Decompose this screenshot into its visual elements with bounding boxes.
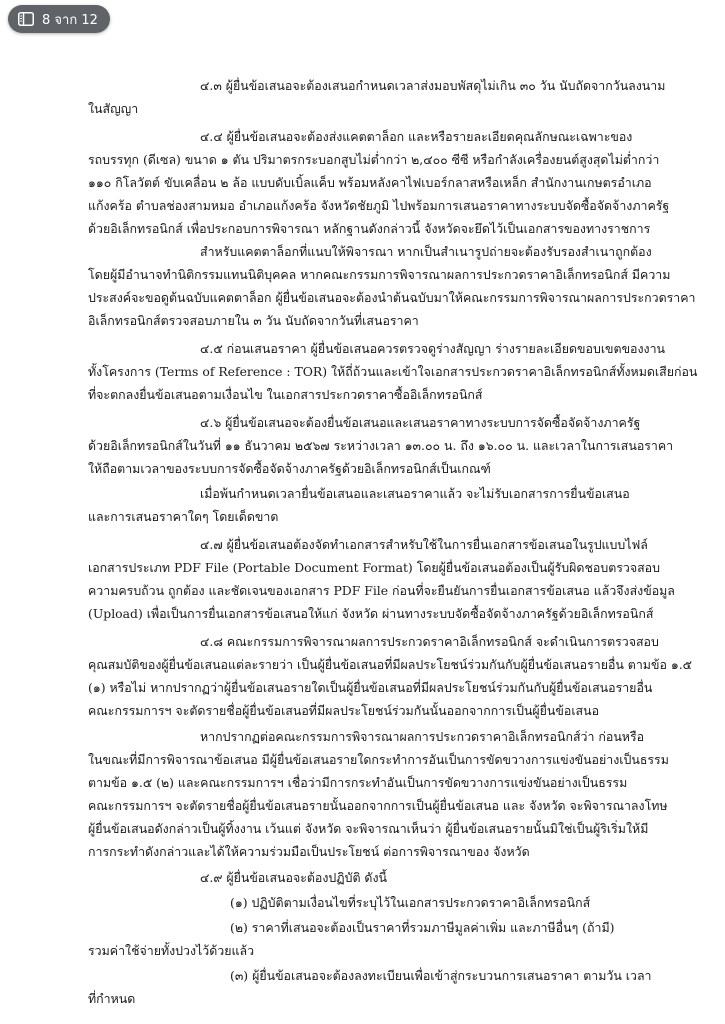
sidebar-toggle-icon[interactable] bbox=[18, 12, 34, 26]
page-indicator[interactable] bbox=[8, 5, 110, 33]
document-page: ๔.๓ ผู้ยื่นข้อเสนอจะต้องเสนอกำหนดเวลาส่งมอบพัสดุไม่เกิน ๓๐ วัน นับถัดจากวันลงนาม ในสัญญา ๔.๔ ผู้ยื่นข้อเสนอจะต้องส่งแคตตาล็อก และหรือรายละเอียดคุณลักษณะเฉพาะของ รถบรรทุก (ดีเซล) ขนาด ๑ ตัน ปริมาตรกระบอกสูบไม่ต่ำกว่า ๒,๔๐๐ ซีซี หรือกำลังเครื่องยนต์สูงสุดไม่ต่ำกว่า ๑๑๐ กิโลวัตต์ ขับเคลื่อน ๒ ล้อ แบบดับเบิ้ลแค็บ พร้อมหลังคาไฟเบอร์กลาสหรือเหล็ก สำนักงานเกษตรอำเภอ แก้งคร้อ ตำบลช่องสามหมอ อำเภอแก้งคร้อ จังหวัดชัยภูมิ ไปพร้อมการเสนอราคาทางระบบจัดซื้อจัดจ้างภาครัฐ ด้วยอิเล็กทรอนิกส์ เพื่อประกอบการพิจารณา หลักฐานดังกล่าวนี้ จังหวัดจะยึดไว้เป็นเอกสารของทางราชการ สำหรับแคตตาล็อกที่แนบให้พิจารณา หากเป็นสำเนารูปถ่ายจะต้องรับรองสำเนาถูกต้อง โดยผู้มีอำนาจทำนิติกรรมแทนนิติบุคคล หากคณะกรรมการพิจารณาผลการประกวดราคาอิเล็กทรอนิกส์ มีความ ประสงค์จะขอดูต้นฉบับแคตตาล็อก ผู้ยื่นข้อเสนอจะต้องนำต้นฉบับมาให้คณะกรรมการพิจารณาผลการประกวดราคา อิเล็กทรอนิกส์ตรวจสอบภายใน ๓ วัน นับถัดจากวันที่เสนอราคา ๔.๕ ก่อนเสนอราคา ผู้ยื่นข้อเสนอควรตรวจดูร่างสัญญา ร่างรายละเอียดขอบเขตของงาน ทั้งโครงการ (Terms of Reference : TOR) ให้ถี่ถ้วนและเข้าใจเอกสารประกวดราคาอิเล็กทรอนิกส์ทั้งหมดเสียก่อน ที่จะตกลงยื่นข้อเสนอตามเงื่อนไข ในเอกสารประกวดราคาซื้ออิเล็กทรอนิกส์ ๔.๖ ผู้ยื่นข้อเสนอจะต้องยื่นข้อเสนอและเสนอราคาทางระบบการจัดซื้อจัดจ้างภาครัฐ ด้วยอิเล็กทรอนิกส์ในวันที่ ๑๑ ธันวาคม ๒๕๖๗ ระหว่างเวลา ๑๓.๐๐ น. ถึง ๑๖.๐๐ น. และเวลาในการเสนอราคา ให้ถือตามเวลาของระบบการจัดซื้อจัดจ้างภาครัฐด้วยอิเล็กทรอนิกส์เป็นเกณฑ์ เมื่อพ้นกำหนดเวลายื่นข้อเสนอและเสนอราคาแล้ว จะไม่รับเอกสารการยื่นข้อเสนอ และการเสนอราคาใดๆ โดยเด็ดขาด ๔.๗ ผู้ยื่นข้อเสนอต้องจัดทำเอกสารสำหรับใช้ในการยื่นเอกสารข้อเสนอในรูปแบบไฟล์ เอกสารประเภท PDF File (Portable Document Format) โดยผู้ยื่นข้อเสนอต้องเป็นผู้รับผิดชอบตรวจสอบ ความครบถ้วน ถูกต้อง และชัดเจนของเอกสาร PDF File ก่อนที่จะยืนยันการยื่นเอกสารข้อเสนอ แล้วจึงส่งข้อมูล (Upload) เพื่อเป็นการยื่นเอกสารข้อเสนอให้แก่ จังหวัด ผ่านทางระบบจัดซื้อจัดจ้างภาครัฐด้วยอิเล็กทรอนิกส์ ๔.๘ คณะกรรมการพิจารณาผลการประกวดราคาอิเล็กทรอนิกส์ จะดำเนินการตรวจสอบ คุณสมบัติของผู้ยื่นข้อเสนอแต่ละรายว่า เป็นผู้ยื่นข้อเสนอที่มีผลประโยชน์ร่วมกันกับผู้ยื่นข้อเสนอรายอื่น ตามข้อ ๑.๕ (๑) หรือไม่ หากปรากฏว่าผู้ยื่นข้อเสนอรายใดเป็นผู้ยื่นข้อเสนอที่มีผลประโยชน์ร่วมกันกับผู้ยื่นข้อเสนอรายอื่น คณะกรรมการฯ จะตัดรายชื่อผู้ยื่นข้อเสนอที่มีผลประโยชน์ร่วมกันนั้นออกจากการเป็นผู้ยื่นข้อเสนอ หากปรากฏต่อคณะกรรมการพิจารณาผลการประกวดราคาอิเล็กทรอนิกส์ว่า ก่อนหรือ ในขณะที่มีการพิจารณาข้อเสนอ มีผู้ยื่นข้อเสนอรายใดกระทำการอันเป็นการขัดขวางการแข่งขันอย่างเป็นธรรม ตามข้อ ๑.๕ (๒) และคณะกรรมการฯ เชื่อว่ามีการกระทำอันเป็นการขัดขวางการแข่งขันอย่างเป็นธรรม คณะกรรมการฯ จะตัดรายชื่อผู้ยื่นข้อเสนอรายนั้นออกจากการเป็นผู้ยื่นข้อเสนอ และ จังหวัด จะพิจารณาลงโทษ ผู้ยื่นข้อเสนอดังกล่าวเป็นผู้ทิ้งงาน เว้นแต่ จังหวัด จะพิจารณาเห็นว่า ผู้ยื่นข้อเสนอรายนั้นมิใช่เป็นผู้ริเริ่มให้มี การกระทำดังกล่าวและได้ให้ความร่วมมือเป็นประโยชน์ ต่อการพิจารณาของ จังหวัด ๔.๙ ผู้ยื่นข้อเสนอจะต้องปฏิบัติ ดังนี้ (๑) ปฏิบัติตามเงื่อนไขที่ระบุไว้ในเอกสารประกวดราคาอิเล็กทรอนิกส์ (๒) ราคาที่เสนอจะต้องเป็นราคาที่รวมภาษีมูลค่าเพิ่ม และภาษีอื่นๆ (ถ้ามี) รวมค่าใช้จ่ายทั้งปวงไว้ด้วยแล้ว (๓) ผู้ยื่นข้อเสนอจะต้องลงทะเบียนเพื่อเข้าสู่กระบวนการเสนอราคา ตามวัน เวลา ที่กำหนด bbox=[88, 78, 698, 1006]
page-label: 8 จาก 12 bbox=[42, 12, 98, 28]
